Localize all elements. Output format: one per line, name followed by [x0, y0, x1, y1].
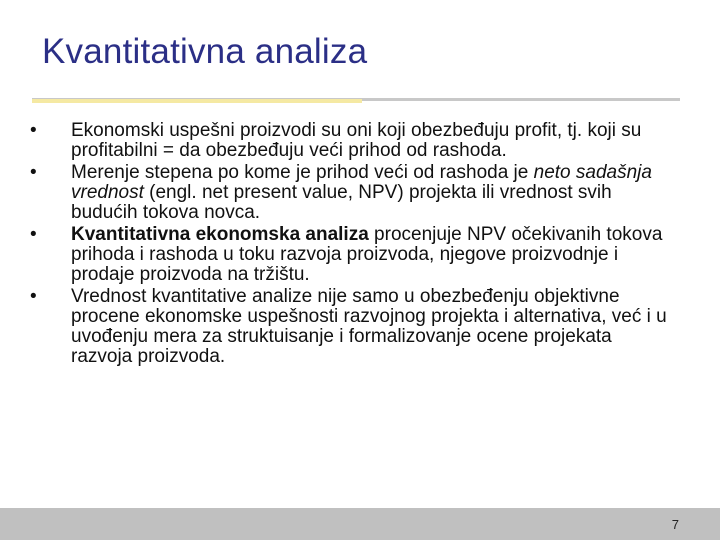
page-number: 7 [671, 517, 679, 532]
bullet-icon: • [30, 286, 37, 307]
bullet-text: (engl. net present value, NPV) projekta ili vrednost svih budućih tokova novca. [71, 182, 612, 223]
title-accent-line [32, 99, 362, 103]
bullet-text: Merenje stepena po kome je prihod veći od rashoda je [71, 162, 534, 183]
bullet-icon: • [30, 120, 37, 141]
bullet-icon: • [30, 224, 37, 245]
bullet-text: Ekonomski uspešni proizvodi su oni koji obezbeđuju profit, tj. koji su profitabilni = da obezbeđuju veći prihod od rashoda. [71, 120, 642, 161]
bullet-icon: • [30, 162, 37, 183]
bullet-list [30, 121, 670, 369]
bullet-item-2 [30, 163, 670, 223]
footer-bar [0, 508, 720, 540]
bullet-item-3 [30, 225, 670, 285]
bullet-item-4 [30, 287, 670, 367]
slide-title: Kvantitativna analiza [42, 32, 368, 71]
bullet-text: Vrednost kvantitative analize nije samo u obezbeđenju objektivne procene ekonomske uspešnosti razvojnog projekta i alternativa, već i u uvođenju mera za struktuisanje i formalizovanje ocene projekata razvoja proizvoda. [71, 286, 667, 367]
bullet-text: procenjuje NPV očekivanih tokova prihoda i rashoda u toku razvoja proizvoda, njegove proizvodnje i prodaje proizvoda na tržištu. [71, 224, 663, 285]
bullet-text-italic: neto sadašnja vrednost [71, 162, 652, 203]
bullet-item-1 [30, 121, 670, 161]
bullet-text-bold: Kvantitativna ekonomska analiza [71, 224, 369, 245]
